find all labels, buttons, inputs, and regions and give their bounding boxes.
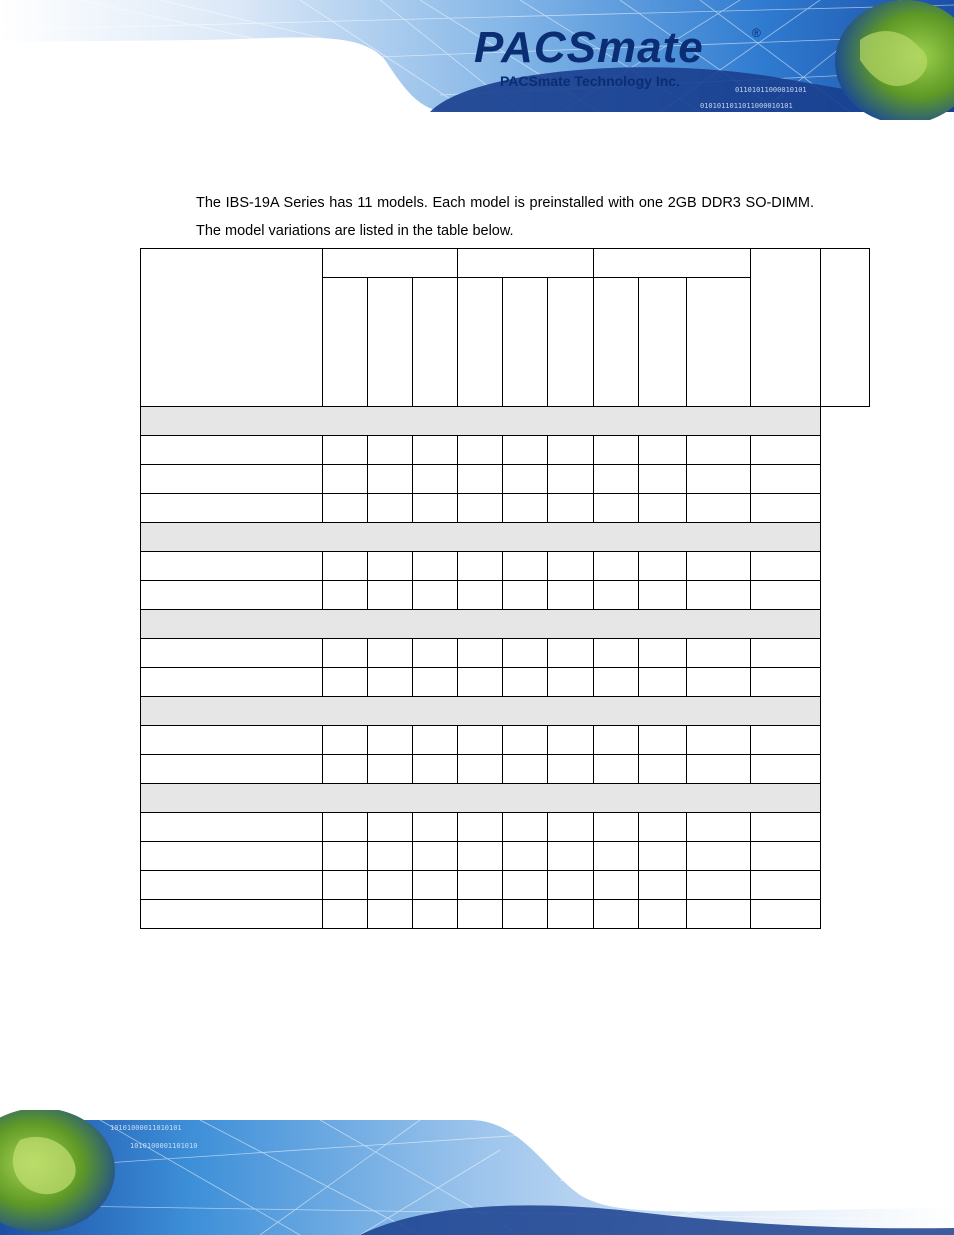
header-subcell [458,278,503,407]
table-cell [687,552,751,581]
table-cell [458,755,503,784]
table-cell [639,755,687,784]
table-cell [503,842,548,871]
table-row [141,494,870,523]
table-cell [639,842,687,871]
table-cell [751,465,821,494]
table-cell [323,871,368,900]
table-cell [413,465,458,494]
table-cell [323,465,368,494]
table-cell [503,494,548,523]
table-cell [548,581,594,610]
header-cell-col-11 [821,249,870,407]
table-cell [323,639,368,668]
header-cell-group-2 [458,249,594,278]
header-subcell [413,278,458,407]
brand-logo: PACSmate [474,23,704,72]
table-cell [687,436,751,465]
table-cell [548,436,594,465]
table-row [141,465,870,494]
table-cell [503,552,548,581]
table-cell [368,813,413,842]
table-cell [594,755,639,784]
table-cell [687,639,751,668]
table-cell [548,900,594,929]
table-cell [413,436,458,465]
table-cell [323,668,368,697]
table-cell [368,668,413,697]
header-subcell [548,278,594,407]
table-cell [639,581,687,610]
table-cell [458,842,503,871]
table-cell [751,842,821,871]
header-cell-col-10 [751,249,821,407]
table-cell [458,900,503,929]
table-cell [751,755,821,784]
table-cell [751,668,821,697]
group-header-row [141,784,870,813]
table-cell [413,581,458,610]
table-row [141,639,870,668]
model-name-cell [141,900,323,929]
table-cell [413,813,458,842]
table-cell [413,842,458,871]
table-cell [751,436,821,465]
table-cell [594,581,639,610]
table-cell [503,436,548,465]
table-cell [751,552,821,581]
table-cell [368,755,413,784]
table-cell [548,871,594,900]
table-cell [323,494,368,523]
table-cell [458,494,503,523]
table-cell [639,436,687,465]
model-name-cell [141,726,323,755]
table-cell [323,842,368,871]
table-cell [687,813,751,842]
table-cell [594,813,639,842]
table-row [141,755,870,784]
table-cell [368,494,413,523]
table-cell [639,552,687,581]
table-cell [548,465,594,494]
table-cell [323,581,368,610]
table-cell [594,842,639,871]
table-cell [548,755,594,784]
model-variations-table [140,248,870,929]
table-cell [413,494,458,523]
table-cell [368,465,413,494]
group-header-cell [141,697,821,726]
table-cell [458,726,503,755]
model-name-cell [141,494,323,523]
model-name-cell [141,552,323,581]
footer-binary-1: 10101000011010101 [110,1124,182,1132]
table-cell [639,465,687,494]
table-cell [639,726,687,755]
table-row [141,668,870,697]
table-cell [368,871,413,900]
table-cell [687,871,751,900]
table-row [141,813,870,842]
table-cell [368,552,413,581]
model-name-cell [141,755,323,784]
table-cell [413,871,458,900]
table-cell [687,581,751,610]
group-header-row [141,407,870,436]
table-cell [503,726,548,755]
table-cell [548,494,594,523]
table-cell [687,494,751,523]
header-cell-group-1 [323,249,458,278]
table-cell [458,581,503,610]
table-cell [503,465,548,494]
header-binary-1: 01101011000010101 [735,86,807,94]
table-cell [594,639,639,668]
header-subcell [687,278,751,407]
table-cell [368,581,413,610]
header-subcell [368,278,413,407]
table-cell [503,581,548,610]
header-subcell [323,278,368,407]
table-cell [687,726,751,755]
table-cell [751,813,821,842]
registered-mark: ® [752,26,761,40]
footer-graphic [0,1110,954,1235]
table-cell [323,900,368,929]
table-row [141,900,870,929]
company-name: PACSmate Technology Inc. [500,73,680,89]
table-cell [687,668,751,697]
table-cell [751,494,821,523]
group-header-cell [141,523,821,552]
table-cell [413,552,458,581]
table-header-row-1 [141,249,870,278]
table-cell [458,465,503,494]
table-cell [594,465,639,494]
model-name-cell [141,842,323,871]
table-body [141,407,870,929]
table-cell [503,668,548,697]
group-header-row [141,610,870,639]
model-name-cell [141,813,323,842]
table-cell [548,552,594,581]
table-cell [751,639,821,668]
model-name-cell [141,871,323,900]
table-cell [594,552,639,581]
table-cell [639,494,687,523]
table-cell [458,813,503,842]
model-name-cell [141,581,323,610]
table-cell [323,552,368,581]
table-cell [503,871,548,900]
table-cell [548,842,594,871]
group-header-cell [141,610,821,639]
table-cell [687,755,751,784]
table-cell [413,755,458,784]
table-cell [548,813,594,842]
table-cell [639,871,687,900]
table-cell [548,639,594,668]
footer-binary-2: 1010100001101010 [130,1142,198,1150]
group-header-row [141,697,870,726]
table-cell [751,726,821,755]
model-name-cell [141,465,323,494]
table-cell [368,900,413,929]
table-cell [413,726,458,755]
header-subcell [639,278,687,407]
table-cell [594,726,639,755]
table-cell [594,494,639,523]
table-cell [368,639,413,668]
group-header-cell [141,407,821,436]
intro-paragraph: The IBS-19A Series has 11 models. Each model is preinstalled with one 2GB DDR3 SO-DIMM. The model variations are listed in the table below. [196,194,814,239]
table-cell [639,639,687,668]
table-cell [687,842,751,871]
table-cell [594,900,639,929]
table-row [141,436,870,465]
table-cell [594,668,639,697]
model-name-cell [141,639,323,668]
table-cell [413,639,458,668]
header-subcell [503,278,548,407]
table-cell [503,900,548,929]
table-cell [458,639,503,668]
table-cell [639,900,687,929]
table-cell [368,436,413,465]
table-cell [458,668,503,697]
table-cell [458,552,503,581]
group-header-row [141,523,870,552]
table-row [141,726,870,755]
footer-banner [0,1110,954,1235]
header-cell-group-3 [594,249,751,278]
table-cell [323,813,368,842]
table-cell [687,900,751,929]
header-subcell [594,278,639,407]
header-graphic [0,0,954,120]
table-cell [594,436,639,465]
table-cell [323,726,368,755]
model-name-cell [141,668,323,697]
table-cell [687,465,751,494]
table-cell [548,668,594,697]
table-cell [548,726,594,755]
table-cell [458,436,503,465]
group-header-cell [141,784,821,813]
table-cell [639,668,687,697]
table-row [141,871,870,900]
table-cell [413,668,458,697]
table-cell [751,871,821,900]
header-binary-2: 0101011011011000010101 [700,102,793,110]
table-cell [639,813,687,842]
table-cell [751,900,821,929]
table-cell [594,871,639,900]
table-row [141,842,870,871]
header-banner [0,0,954,120]
header-cell-model [141,249,323,407]
table-cell [323,436,368,465]
table-cell [413,900,458,929]
table-cell [368,842,413,871]
table-cell [503,755,548,784]
table-row [141,581,870,610]
table-cell [503,813,548,842]
model-name-cell [141,436,323,465]
table-cell [751,581,821,610]
table-cell [458,871,503,900]
table-cell [323,755,368,784]
table-cell [368,726,413,755]
table-row [141,552,870,581]
table-cell [503,639,548,668]
